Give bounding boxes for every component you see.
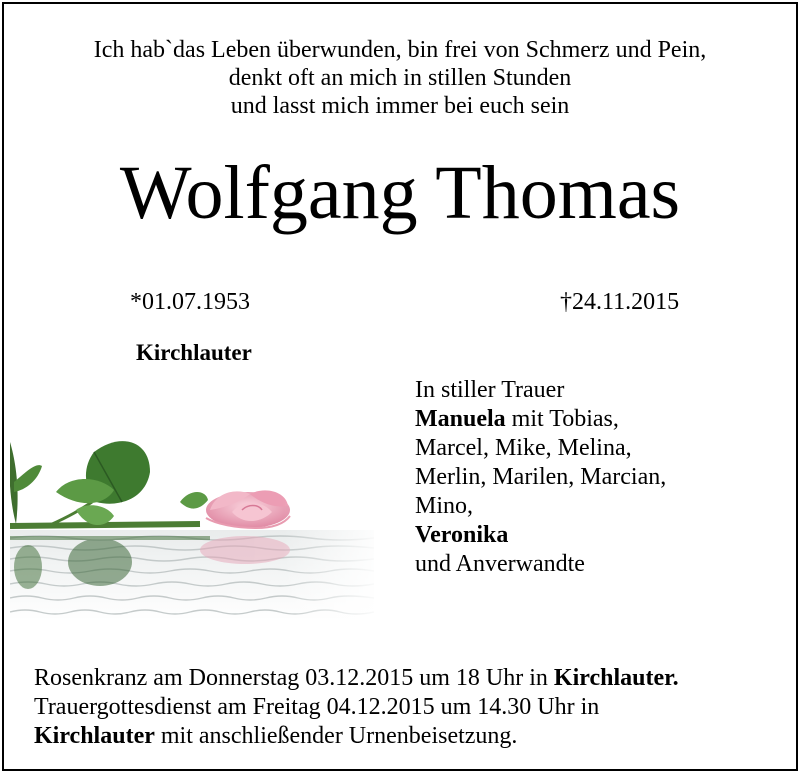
poem-line-3: und lasst mich immer bei euch sein [230, 93, 570, 119]
mourner-name-manuela: Manuela [415, 406, 506, 432]
mourners-line-3: Merlin, Marilen, Marcian, [415, 464, 667, 490]
mourners-line-2: Marcel, Mike, Melina, [415, 435, 632, 461]
rosary-place: Kirchlauter. [553, 665, 679, 691]
obituary-notice [2, 2, 798, 771]
mourners-intro: In stiller Trauer [415, 377, 565, 403]
mourners-line-1 [415, 405, 666, 434]
hometown: Kirchlauter [136, 340, 252, 365]
poem-line-2: denkt oft an mich in stillen Stunden [228, 65, 572, 91]
rose-on-water-illustration [10, 432, 374, 620]
memorial-poem [4, 36, 796, 120]
rosary-line [34, 664, 679, 693]
mourners-list [415, 376, 666, 579]
deceased-name: Wolfgang Thomas [119, 151, 681, 235]
burial-line [34, 722, 679, 751]
service-line: Trauergottesdienst am Freitag 04.12.2015 um 14.30 Uhr in [34, 694, 600, 720]
rose-image [10, 432, 374, 620]
mourners-closing: und Anverwandte [415, 551, 585, 577]
poem-line-1: Ich hab`das Leben überwunden, bin frei von Schmerz und Pein, [93, 37, 707, 63]
rosary-text: Rosenkranz am Donnerstag 03.12.2015 um 18 Uhr in [34, 665, 554, 691]
burial-place: Kirchlauter [34, 723, 155, 749]
mourners-line-4: Mino, [415, 493, 474, 519]
mourner-name-veronika: Veronika [415, 522, 509, 548]
burial-text: mit anschließender Urnenbeisetzung. [154, 723, 518, 749]
death-date: †24.11.2015 [560, 289, 680, 315]
birth-date: *01.07.1953 [130, 289, 250, 315]
service-details [34, 664, 679, 751]
mourner-suffix: mit Tobias, [505, 406, 619, 432]
